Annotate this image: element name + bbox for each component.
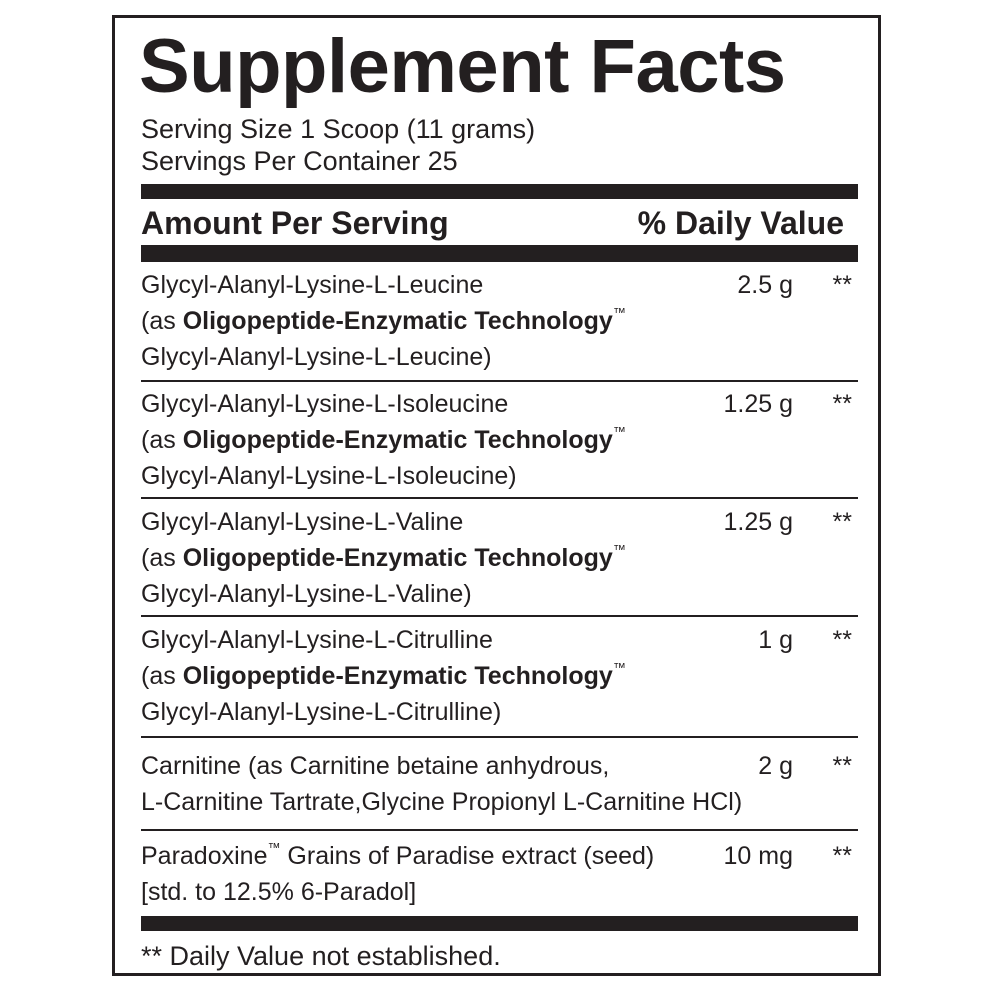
ingredient-row [141,748,858,828]
ingredient-daily-value: ** [832,508,852,536]
row-divider [141,615,858,617]
ingredient-amount: 10 mg [723,842,793,870]
ingredient-row [141,838,858,918]
ingredient-name: Carnitine (as Carnitine betaine anhydrous, L-Carnitine Tartrate,Glycine Propionyl L-Carnitine HCl) [141,752,743,816]
footnote: ** Daily Value not established. [141,941,501,971]
ingredient-name: Paradoxine™ Grains of Paradise extract (seed) [std. to 12.5% 6-Paradol] [141,840,655,906]
ingredient-amount: 1.25 g [723,508,793,536]
ingredient-amount: 2 g [758,752,793,780]
ingredient-amount: 1.25 g [723,390,793,418]
ingredient-row [141,504,858,614]
header-daily-value: % Daily Value [637,205,844,241]
thick-divider-bottom [141,916,858,931]
serving-size: Serving Size 1 Scoop (11 grams) [141,114,536,144]
ingredient-row [141,386,858,496]
row-divider [141,497,858,499]
ingredient-amount: 2.5 g [737,271,793,299]
ingredient-daily-value: ** [832,271,852,299]
thick-divider-header [141,245,858,262]
thick-divider-top [141,184,858,199]
supplement-facts-panel [112,15,881,976]
ingredient-row [141,267,858,377]
ingredient-daily-value: ** [832,752,852,780]
ingredient-name: Glycyl-Alanyl-Lysine-L-Valine (as Oligopeptide-Enzymatic Technology™ Glycyl-Alanyl-Lysine-L-Valine) [141,508,626,608]
row-divider [141,829,858,831]
ingredient-name: Glycyl-Alanyl-Lysine-L-Leucine (as Oligopeptide-Enzymatic Technology™ Glycyl-Alanyl-Lysine-L-Leucine) [141,271,626,371]
servings-per-container: Servings Per Container 25 [141,146,458,176]
label-title: Supplement Facts [139,24,786,109]
ingredient-name: Glycyl-Alanyl-Lysine-L-Citrulline (as Oligopeptide-Enzymatic Technology™ Glycyl-Alanyl-Lysine-L-Citrulline) [141,626,626,726]
ingredient-name: Glycyl-Alanyl-Lysine-L-Isoleucine (as Oligopeptide-Enzymatic Technology™ Glycyl-Alanyl-Lysine-L-Isoleucine) [141,390,626,490]
ingredient-daily-value: ** [832,842,852,870]
ingredient-daily-value: ** [832,626,852,654]
row-divider [141,736,858,738]
header-amount-per-serving: Amount Per Serving [141,205,449,241]
ingredient-daily-value: ** [832,390,852,418]
row-divider [141,380,858,382]
ingredient-row [141,622,858,732]
ingredient-amount: 1 g [758,626,793,654]
